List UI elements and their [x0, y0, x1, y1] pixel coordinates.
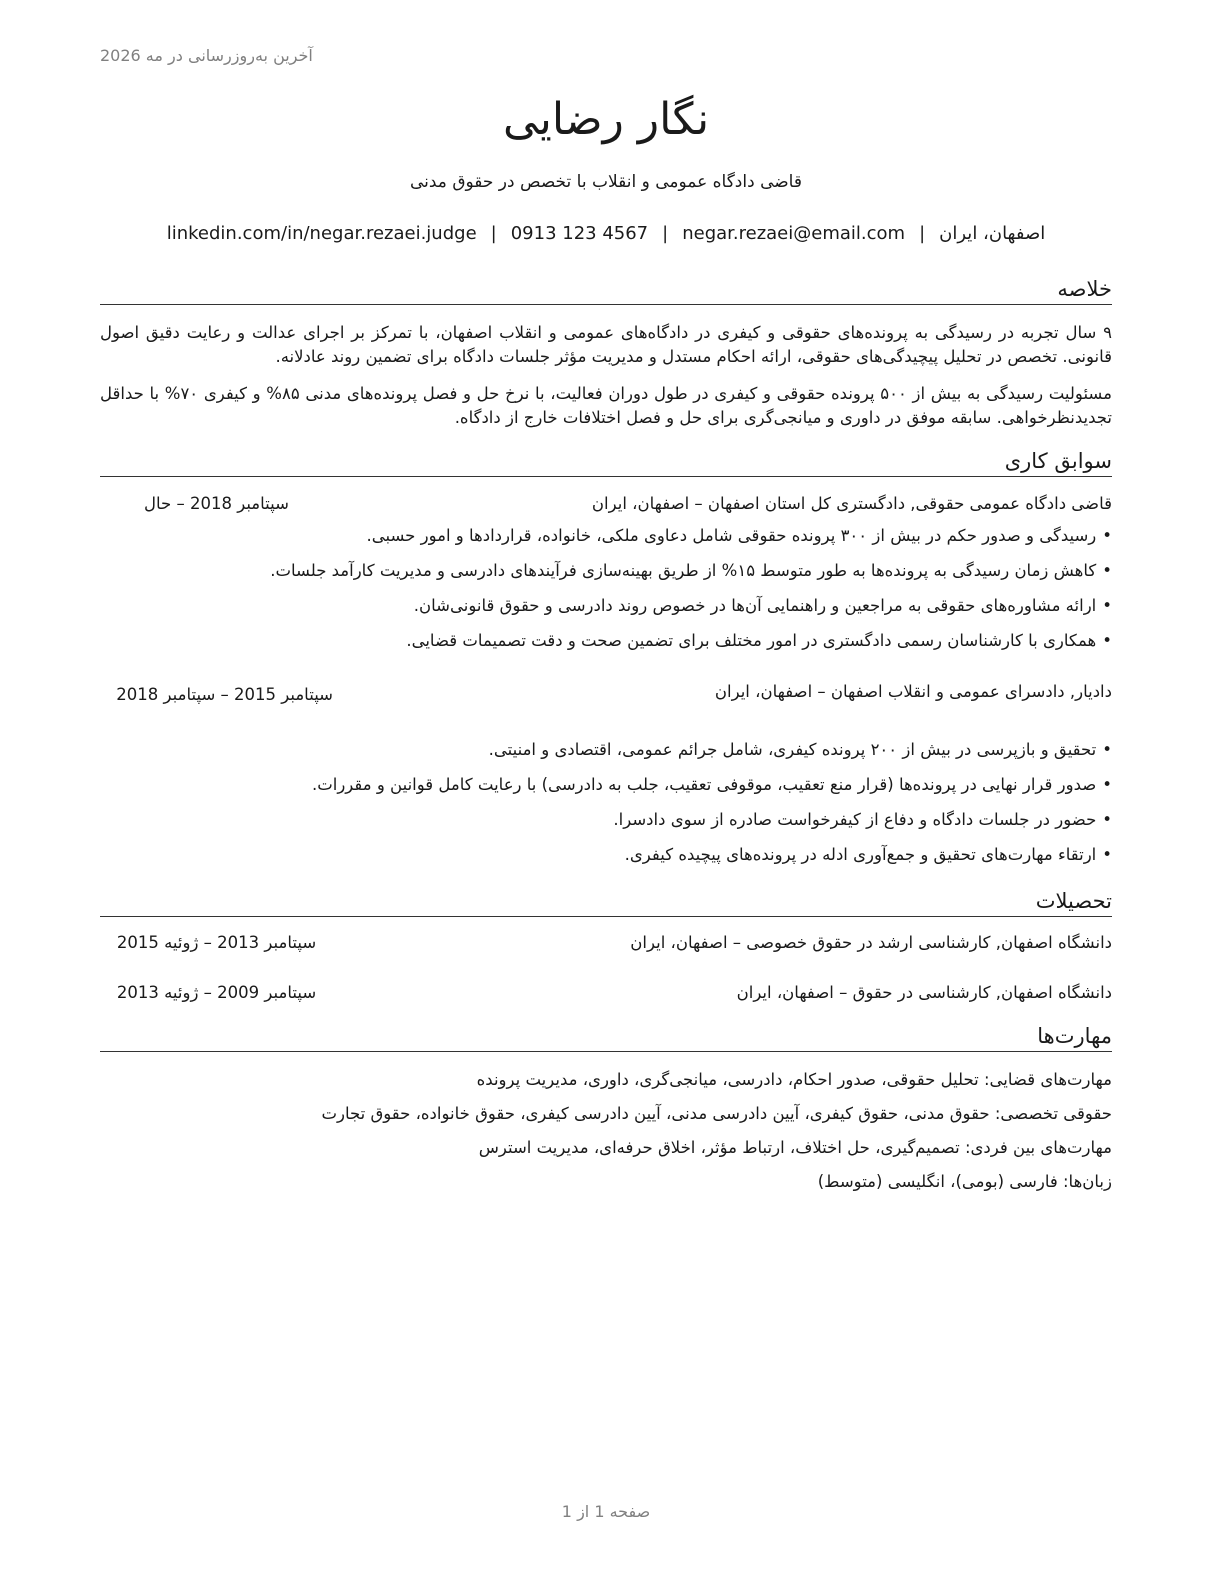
bullet-text: ارائه مشاوره‌های حقوقی به مراجعین و راهنمایی آن‌ها در خصوص روند دادرسی و حقوق قانونی‌شان. — [413, 596, 1097, 615]
job-entry — [100, 494, 1112, 520]
bullet-text: ارتقاء مهارت‌های تحقیق و جمع‌آوری ادله در پرونده‌های پیچیده کیفری. — [624, 845, 1097, 864]
contact-linkedin[interactable]: linkedin.com/in/negar.rezaei.judge — [166, 223, 477, 244]
bullet-icon: • — [1102, 775, 1112, 794]
contact-email[interactable]: negar.rezaei@email.com — [682, 223, 906, 244]
list-item — [100, 773, 1112, 808]
skills-heading: مهارت‌ها — [100, 1023, 1112, 1052]
skill-line: حقوقی تخصصی: حقوق مدنی، حقوق کیفری، آیین دادرسی مدنی، آیین دادرسی کیفری، حقوق خانواده، حقوق تجارت — [321, 1104, 1112, 1123]
education-entry — [100, 983, 1112, 1009]
bullet-icon: • — [1102, 596, 1112, 615]
bullet-icon: • — [1102, 526, 1112, 545]
contact-phone[interactable]: 0913 123 4567 — [510, 223, 649, 244]
bullet-icon: • — [1102, 561, 1112, 580]
skill-line: زبان‌ها: فارسی (بومی)، انگلیسی (متوسط) — [817, 1172, 1112, 1191]
resume-page — [100, 0, 1112, 1584]
skill-line: مهارت‌های قضایی: تحلیل حقوقی، صدور احکام، دادرسی، میانجی‌گری، داوری، مدیریت پرونده — [476, 1070, 1112, 1089]
last-updated: آخرین به‌روزرسانی در مه 2026 — [100, 46, 313, 65]
bullet-text: حضور در جلسات دادگاه و دفاع از کیفرخواست صادره از سوی دادسرا. — [613, 810, 1097, 829]
bullet-icon: • — [1102, 810, 1112, 829]
summary-heading: خلاصه — [100, 276, 1112, 305]
education-heading: تحصیلات — [100, 888, 1112, 917]
page-number: صفحه 1 از 1 — [561, 1502, 651, 1521]
education-dates: سپتامبر 2013 – ژوئیه 2015 — [116, 933, 317, 952]
job-title: دادیار, دادسرای عمومی و انقلاب اصفهان – اصفهان، ایران — [714, 682, 1112, 701]
job-dates: سپتامبر 2015 – سپتامبر 2018 — [116, 685, 333, 704]
contact-separator: | — [662, 223, 669, 244]
job-bullets — [100, 738, 1112, 878]
education-title: دانشگاه اصفهان, کارشناسی در حقوق – اصفهان، ایران — [736, 983, 1112, 1002]
list-item — [100, 843, 1112, 878]
summary-paragraph: ۹ سال تجربه در رسیدگی به پرونده‌های حقوقی و کیفری در دادگاه‌های عمومی و انقلاب اصفهان، با تمرکز بر اجرای عدالت و رعایت دقیق اصول قانونی. تخصص در تحلیل پیچیدگی‌های حقوقی، ارائه احکام مستدل و مدیریت مؤثر جلسات دادگاه برای تضمین روند عادلانه. — [100, 323, 1112, 366]
bullet-icon: • — [1102, 631, 1112, 650]
contact-separator: | — [919, 223, 926, 244]
list-item — [100, 629, 1112, 664]
skills-list — [100, 1068, 1112, 1204]
job-dates: سپتامبر 2018 – حال — [144, 494, 289, 513]
list-item — [100, 559, 1112, 594]
job-entry — [100, 682, 1112, 708]
experience-heading: سوابق کاری — [100, 448, 1112, 477]
list-item — [100, 524, 1112, 559]
education-dates: سپتامبر 2009 – ژوئیه 2013 — [116, 983, 317, 1002]
bullet-text: همکاری با کارشناسان رسمی دادگستری در امور مختلف برای تضمین صحت و دقت تصمیمات قضایی. — [406, 631, 1097, 650]
education-title: دانشگاه اصفهان, کارشناسی ارشد در حقوق خصوصی – اصفهان، ایران — [630, 933, 1112, 952]
list-item — [100, 594, 1112, 629]
skill-line: مهارت‌های بین فردی: تصمیم‌گیری، حل اختلاف، ارتباط مؤثر، اخلاق حرفه‌ای، مدیریت استرس — [478, 1138, 1112, 1157]
list-item — [100, 808, 1112, 843]
bullet-text: صدور قرار نهایی در پرونده‌ها (قرار منع تعقیب، موقوفی تعقیب، جلب به دادرسی) با رعایت کامل قوانین و مقررات. — [311, 775, 1097, 794]
bullet-text: تحقیق و بازپرسی در بیش از ۲۰۰ پرونده کیفری، شامل جرائم عمومی، اقتصادی و امنیتی. — [488, 740, 1097, 759]
summary-paragraph: مسئولیت رسیدگی به بیش از ۵۰۰ پرونده حقوقی و کیفری در طول دوران فعالیت، با نرخ حل و فصل پرونده‌های مدنی ۸۵% و کیفری ۷۰% با حداقل تجدیدنظرخواهی. سابقه موفق در داوری و میانجی‌گری برای حل و فصل اختلافات خارج از دادگاه. — [100, 384, 1112, 427]
contact-line — [100, 223, 1112, 244]
education-entry — [100, 933, 1112, 959]
contact-separator: | — [490, 223, 497, 244]
bullet-text: رسیدگی و صدور حکم در بیش از ۳۰۰ پرونده حقوقی شامل دعاوی ملکی، خانواده، قراردادها و امور حسبی. — [366, 526, 1097, 545]
contact-location: اصفهان، ایران — [939, 223, 1046, 244]
job-title: قاضی دادگاه عمومی حقوقی, دادگستری کل استان اصفهان – اصفهان، ایران — [591, 494, 1112, 513]
job-bullets — [100, 524, 1112, 664]
bullet-icon: • — [1102, 740, 1112, 759]
job-tagline: قاضی دادگاه عمومی و انقلاب با تخصص در حقوق مدنی — [409, 172, 802, 192]
list-item — [100, 738, 1112, 773]
person-name: نگار رضایی — [502, 94, 710, 145]
bullet-text: کاهش زمان رسیدگی به پرونده‌ها به طور متوسط ۱۵% از طریق بهینه‌سازی فرآیندهای دادرسی و مدیریت کارآمد جلسات. — [270, 561, 1097, 580]
bullet-icon: • — [1102, 845, 1112, 864]
